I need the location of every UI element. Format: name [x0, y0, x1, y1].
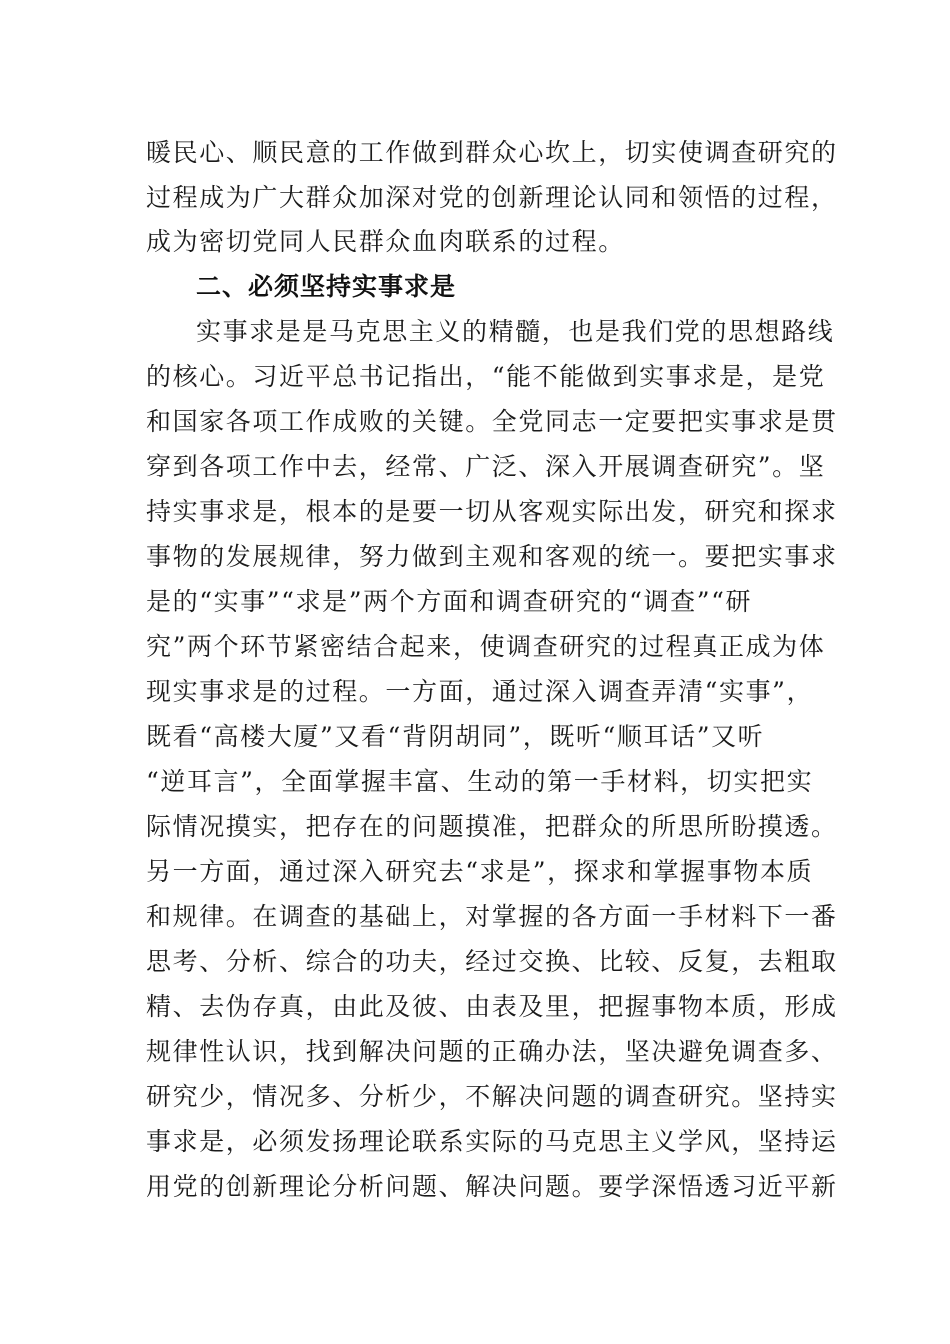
- body-line: 事物的发展规律，努力做到主观和客观的统一。要把实事求: [146, 542, 838, 571]
- body-line: 另一方面，通过深入研究去“求是”，探求和掌握事物本质: [146, 857, 814, 886]
- body-line: 用党的创新理论分析问题、解决问题。要学深悟透习近平新: [146, 1172, 838, 1201]
- body-line: 是的“实事”“求是”两个方面和调查研究的“调查”“研: [146, 587, 753, 616]
- body-line: 规律性认识，找到解决问题的正确办法，坚决避免调查多、: [146, 1037, 838, 1066]
- body-line: 过程成为广大群众加深对党的创新理论认同和领悟的过程，: [146, 183, 838, 212]
- body-line: 思考、分析、综合的功夫，经过交换、比较、反复，去粗取: [146, 947, 838, 976]
- body-line: 际情况摸实，把存在的问题摸准，把群众的所思所盼摸透。: [146, 812, 838, 841]
- body-line: 暖民心、顺民意的工作做到群众心坎上，切实使调查研究的: [146, 138, 838, 167]
- body-line: 成为密切党同人民群众血肉联系的过程。: [146, 227, 625, 256]
- body-line: 实事求是是马克思主义的精髓，也是我们党的思想路线: [196, 317, 835, 346]
- body-line: 精、去伪存真，由此及彼、由表及里，把握事物本质，形成: [146, 992, 838, 1021]
- body-line: 持实事求是，根本的是要一切从客观实际出发，研究和探求: [146, 497, 838, 526]
- body-line: 既看“高楼大厦”又看“背阴胡同”，既听“顺耳话”又听: [146, 722, 765, 751]
- body-line: 事求是，必须发扬理论联系实际的马克思主义学风，坚持运: [146, 1127, 838, 1156]
- section-heading: 二、必须坚持实事求是: [196, 272, 457, 301]
- body-line: 究”两个环节紧密结合起来，使调查研究的过程真正成为体: [146, 632, 826, 661]
- body-line: “逆耳言”，全面掌握丰富、生动的第一手材料，切实把实: [146, 767, 814, 796]
- body-line: 研究少，情况多、分析少，不解决问题的调查研究。坚持实: [146, 1082, 838, 1111]
- body-line: 和国家各项工作成败的关键。全党同志一定要把实事求是贯: [146, 407, 838, 436]
- body-line: 现实事求是的过程。一方面，通过深入调查弄清“实事”，: [146, 677, 814, 706]
- body-line: 的核心。习近平总书记指出，“能不能做到实事求是，是党: [146, 362, 826, 391]
- body-line: 和规律。在调查的基础上，对掌握的各方面一手材料下一番: [146, 902, 838, 931]
- body-line: 穿到各项工作中去，经常、广泛、深入开展调查研究”。坚: [146, 452, 826, 481]
